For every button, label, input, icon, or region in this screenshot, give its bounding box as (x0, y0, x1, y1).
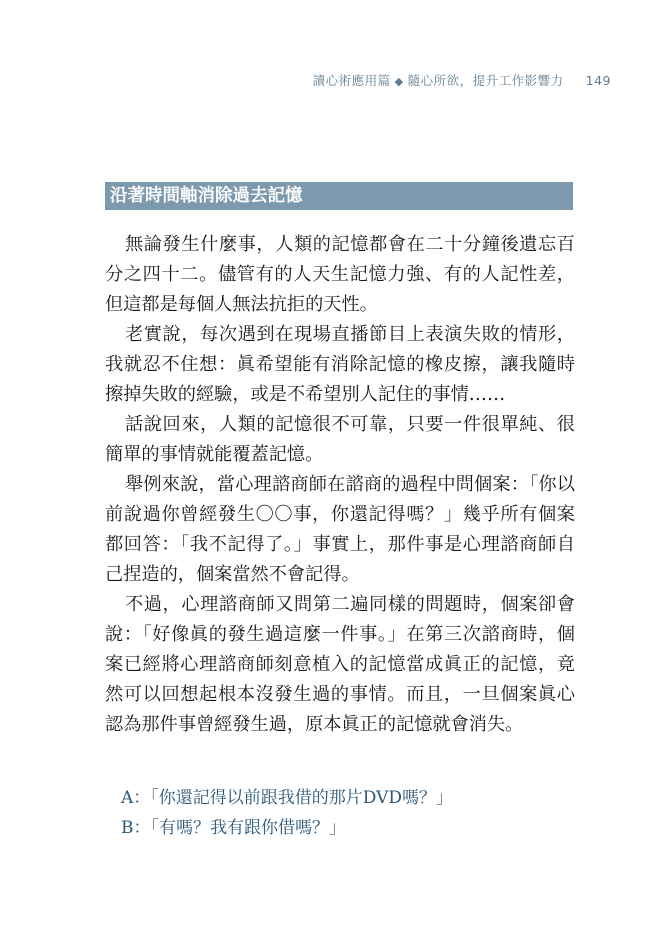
paragraph: 無論發生什麼事，人類的記憶都會在二十分鐘後遺忘百分之四十二。儘管有的人天生記憶力強、有的人記性差，但這都是每個人無法抗拒的天性。 (105, 234, 575, 315)
dialogue-block (121, 783, 581, 843)
diamond-icon: ◆ (394, 75, 404, 88)
running-head (52, 71, 611, 89)
section-heading: 沿著時間軸消除過去記憶 (105, 182, 573, 210)
paragraph: 不過，心理諮商師又問第二遍同樣的問題時，個案卻會說：「好像眞的發生過這麼一件事。」在第三次諮商時，個案已經將心理諮商師刻意植入的記憶當成眞正的記憶，竟然可以回想起根本沒發生過的事情。而且，一旦個案眞心認為那件事曾經發生過，原本眞正的記憶就會消失。 (105, 594, 575, 735)
dialogue-line-a: A：「你還記得以前跟我借的那片DVD嗎？」 (121, 788, 454, 808)
paragraph: 話說回來，人類的記憶很不可靠，只要一件很單純、很簡單的事情就能覆蓋記憶。 (105, 414, 575, 465)
page-number: 149 (585, 73, 611, 88)
dialogue-line-b: B：「有嗎？我有跟你借嗎？」 (121, 818, 346, 838)
chapter-subtitle: 隨心所欲，提升工作影響力 (407, 73, 564, 88)
paragraph: 舉例來說，當心理諮商師在諮商的過程中問個案：「你以前說過你曾經發生〇〇事，你還記得嗎？」幾乎所有個案都回答：「我不記得了。」事實上，那件事是心理諮商師自己捏造的，個案當然不會記得。 (105, 474, 575, 585)
body-text (105, 230, 575, 740)
paragraph: 老實說，每次遇到在現場直播節目上表演失敗的情形，我就忍不住想：眞希望能有消除記憶的橡皮擦，讓我隨時擦掉失敗的經驗，或是不希望別人記住的事情…… (105, 324, 575, 405)
chapter-title: 讀心術應用篇 (312, 73, 391, 88)
